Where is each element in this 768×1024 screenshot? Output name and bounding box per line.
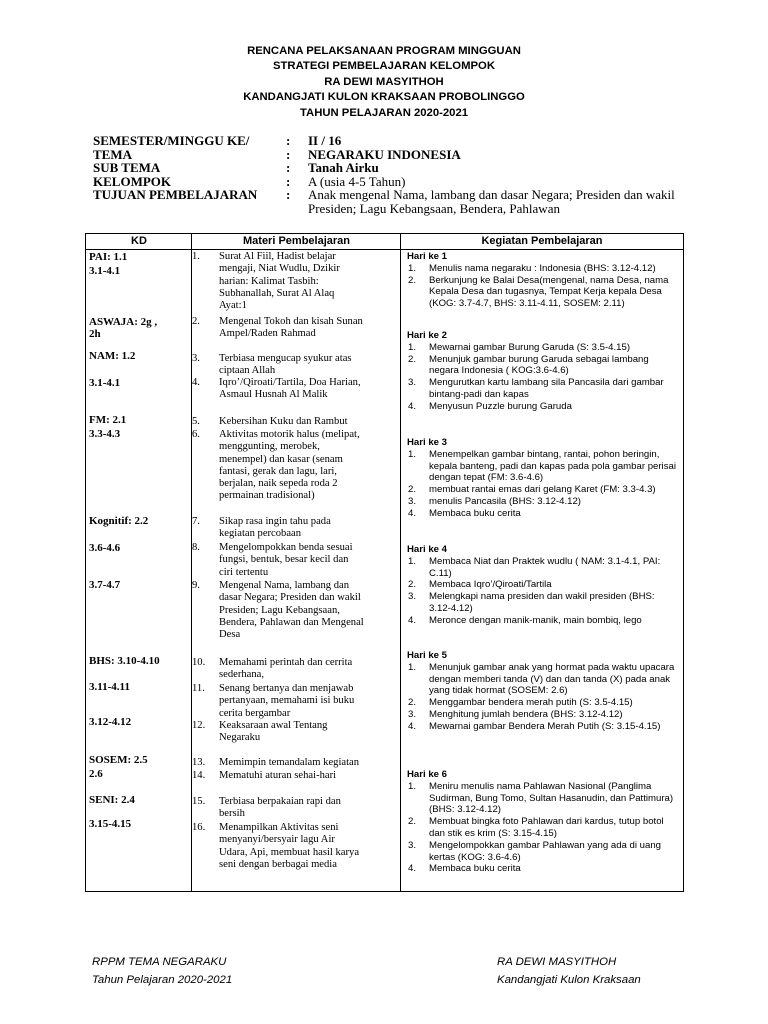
activity-item xyxy=(407,275,679,310)
materi-number: 14. xyxy=(192,770,206,781)
activity-text: Meniru menulis nama Pahlawan Nasional (Panglima Sudirman, Bung Tomo, Sultan Hasanudin, dan Pattimura) (BHS: 3.12-4.12) xyxy=(429,780,674,816)
materi-number: 1. xyxy=(192,251,200,262)
materi-number: 9. xyxy=(192,580,200,591)
materi-item xyxy=(192,316,364,341)
kd-code: 3.1-4.1 xyxy=(89,377,121,389)
kd-code: SENI: 2.4 xyxy=(89,794,135,806)
day-title: Hari ke 1 xyxy=(407,251,448,262)
activity-item xyxy=(407,863,679,875)
materi-item xyxy=(192,770,364,782)
materi-number: 6. xyxy=(192,429,200,440)
footer-year: Tahun Pelajaran 2020-2021 xyxy=(92,974,233,986)
activity-text: Meronce dengan manik-manik, main bombiq, lego xyxy=(429,614,642,626)
activity-item xyxy=(407,377,679,401)
activity-item xyxy=(407,662,679,697)
meta-colon: : xyxy=(286,146,291,162)
activity-item xyxy=(407,263,679,275)
activity-number: 1. xyxy=(408,262,417,274)
meta-subtema xyxy=(93,161,693,175)
kd-code: FM: 2.1 xyxy=(89,414,127,426)
activity-text: membuat rantai emas dari gelang Karet (FM: 3.3-4.3) xyxy=(429,484,656,496)
materi-item xyxy=(192,580,364,641)
activity-number: 1. xyxy=(408,448,417,460)
materi-text: Terbiasa mengucap syukur atas ciptaan Allah xyxy=(219,353,352,377)
materi-number: 4. xyxy=(192,377,200,388)
kd-code: 3.6-4.6 xyxy=(89,542,121,554)
header-kd: KD xyxy=(86,234,192,250)
activity-text: Menggambar bendera merah putih (S: 3.5-4.15) xyxy=(429,697,633,709)
activity-number: 2. xyxy=(408,274,417,286)
materi-item xyxy=(192,757,364,769)
materi-item xyxy=(192,416,364,428)
header-school: RA DEWI MASYITHOH xyxy=(324,75,444,88)
meta-subtema-label: SUB TEMA xyxy=(93,160,161,175)
header-title: RENCANA PELAKSANAAN PROGRAM MINGGUAN xyxy=(247,45,521,57)
footer-location: Kandangjati Kulon Kraksaan xyxy=(497,974,641,986)
footer-right xyxy=(497,953,641,989)
materi-text: Mengenal Tokoh dan kisah Sunan Ampel/Raden Rahmad xyxy=(219,316,363,340)
materi-item xyxy=(192,720,364,745)
day-title: Hari ke 4 xyxy=(407,544,448,555)
kd-code: 2.6 xyxy=(89,768,103,780)
kd-code: 3.15-4.15 xyxy=(89,818,132,830)
activity-number: 2. xyxy=(408,353,417,365)
activity-number: 3. xyxy=(408,591,417,603)
kd-code: PAI: 1.1 xyxy=(89,251,128,263)
materi-item xyxy=(192,251,364,312)
activity-text: Menyusun Puzzle burung Garuda xyxy=(429,400,572,412)
materi-text: Memimpin temandalam kegiatan xyxy=(219,757,360,768)
materi-number: 16. xyxy=(192,822,206,833)
activity-text: menulis Pancasila (BHS: 3.12-4.12) xyxy=(429,495,581,507)
kd-code: 3.12-4.12 xyxy=(89,716,132,728)
meta-semester-label: SEMESTER/MINGGU KE/ xyxy=(93,133,250,148)
activity-text: Menghitung jumlah bendera (BHS: 3.12-4.12) xyxy=(429,708,623,720)
activity-number: 1. xyxy=(408,661,417,673)
activity-text: Menempelkan gambar bintang, rantai, pohon beringin, kepala banteng, padi dan kapas pada pola gambar perisai dengan tepat (FM: 3.6-4.6) xyxy=(429,448,676,484)
activity-item xyxy=(407,816,679,840)
activity-text: Berkunjung ke Balai Desa(mengenal, nama Desa, nama Kepala Desa dan tugasnya, Tempat Kerja kepala Desa (KOG: 3.7-4.7, BHS: 3.11-4.11, SOSEM: 2.11) xyxy=(429,274,669,310)
meta-semester-value: II / 16 xyxy=(308,133,342,148)
activity-item xyxy=(407,721,679,733)
materi-number: 12. xyxy=(192,720,206,731)
activity-number: 3. xyxy=(408,377,417,389)
day-block xyxy=(407,251,679,310)
activity-number: 2. xyxy=(408,697,417,709)
meta-kelompok-label: KELOMPOK xyxy=(93,173,171,189)
materi-number: 15. xyxy=(192,796,206,807)
activity-number: 1. xyxy=(408,555,417,567)
materi-text: Menampilkan Aktivitas seni menyanyi/bersyair lagu Air Udara, Api, membuat hasil karya seni dengan berbagai media xyxy=(219,822,360,870)
activity-item xyxy=(407,342,679,354)
activity-text: Membaca Iqro’/Qiroati/Tartila xyxy=(429,579,552,591)
day-title: Hari ke 6 xyxy=(407,769,448,780)
materi-number: 7. xyxy=(192,516,200,527)
meta-tema-value: NEGARAKU INDONESIA xyxy=(308,146,461,162)
activity-text: Mengelompokkan gambar Pahlawan yang ada di uang kertas (KOG: 3.6-4.6) xyxy=(429,839,662,863)
activity-number: 4. xyxy=(408,720,417,732)
header-address: KANDANGJATI KULON KRAKSAAN PROBOLINGGO xyxy=(243,91,525,104)
meta-tema-label: TEMA xyxy=(93,146,132,162)
materi-item xyxy=(192,377,364,402)
meta-colon: : xyxy=(286,187,291,202)
day-block xyxy=(407,769,679,875)
activity-item xyxy=(407,556,679,580)
activity-item xyxy=(407,496,679,508)
materi-number: 8. xyxy=(192,542,200,553)
header-materi: Materi Pembelajaran xyxy=(192,234,401,250)
materi-number: 5. xyxy=(192,416,200,427)
materi-text: Sikap rasa ingin tahu pada kegiatan percobaan xyxy=(219,516,331,540)
activity-number: 3. xyxy=(408,839,417,851)
activity-number: 3. xyxy=(408,708,417,720)
activity-text: Menunjuk gambar anak yang hormat pada waktu upacara dengan memberi tanda (V) dan dan tanda (X) pada anak yang tidak hormat (SOSEM: 2.6) xyxy=(429,661,675,697)
meta-kelompok-value: A (usia 4-5 Tahun) xyxy=(308,173,406,189)
day-block xyxy=(407,330,679,413)
activity-item xyxy=(407,449,679,484)
materi-item xyxy=(192,796,364,821)
materi-text: Iqro’/Qiroati/Tartila, Doa Harian, Asmaul Husnah Al Malik xyxy=(219,377,361,401)
materi-item xyxy=(192,429,364,503)
day-block xyxy=(407,650,679,733)
materi-number: 13. xyxy=(192,757,206,768)
materi-text: Memahami perintah dan cerrita sederhana, xyxy=(219,657,353,681)
meta-tujuan-label: TUJUAN PEMBELAJARAN xyxy=(93,187,258,202)
activity-item xyxy=(407,709,679,721)
meta-semester xyxy=(93,134,693,148)
materi-item xyxy=(192,353,364,378)
meta-colon: : xyxy=(286,133,291,148)
activity-number: 2. xyxy=(408,816,417,828)
activity-text: Mengurutkan kartu lambang sila Pancasila dari gambar bintang-padi dan kapas xyxy=(429,377,664,400)
activity-text: Menulis nama negaraku : Indonesia (BHS: 3.12-4.12) xyxy=(429,262,656,274)
activity-item xyxy=(407,697,679,709)
materi-text: Mengelompokkan benda sesuai fungsi, bentuk, besar kecil dan ciri tertentu xyxy=(219,542,353,578)
materi-number: 2. xyxy=(192,316,200,327)
activity-number: 1. xyxy=(408,780,417,792)
materi-number: 11. xyxy=(192,683,205,694)
kd-code: SOSEM: 2.5 xyxy=(89,754,148,766)
activity-text: Menunjuk gambar burung Garuda sebagai lambang negara Indonesia ( KOG:3.6-4.6) xyxy=(429,353,649,377)
activity-item xyxy=(407,579,679,591)
activity-item xyxy=(407,591,679,615)
lesson-plan-table xyxy=(85,233,684,892)
materi-text: Aktivitas motorik halus (melipat, menggunting, merobek, menempel) dan kasar (senam fantasi, gerak dan lagu, lari, berjalan, naik sepeda roda 2 permainan tradisional) xyxy=(219,429,360,502)
activity-number: 4. xyxy=(408,614,417,626)
activity-number: 1. xyxy=(408,341,417,353)
activity-number: 4. xyxy=(408,863,417,875)
meta-colon: : xyxy=(286,160,291,175)
materi-item xyxy=(192,683,364,720)
activity-text: Mewarnai gambar Bendera Merah Putih (S: 3.15-4.15) xyxy=(429,720,661,732)
meta-subtema-value: Tanah Airku xyxy=(308,160,379,175)
materi-text: Keaksaraan awal Tentang Negaraku xyxy=(219,720,328,744)
kd-code: ASWAJA: 2g , xyxy=(89,316,158,328)
header-subtitle: STRATEGI PEMBELAJARAN KELOMPOK xyxy=(273,60,495,73)
day-title: Hari ke 5 xyxy=(407,650,448,661)
materi-text: Mematuhi aturan sehai-hari xyxy=(219,770,337,781)
activity-item xyxy=(407,781,679,816)
activity-item xyxy=(407,615,679,627)
activity-text: Melengkapi nama presiden dan wakil presiden (BHS: 3.12-4.12) xyxy=(429,591,655,614)
day-block xyxy=(407,544,679,627)
activity-text: Mewarnai gambar Burung Garuda (S: 3.5-4.15) xyxy=(429,341,631,353)
activity-text: Membaca buku cerita xyxy=(429,863,521,875)
day-title: Hari ke 2 xyxy=(407,330,448,341)
kd-code: 3.11-4.11 xyxy=(89,681,130,693)
materi-text: Kebersihan Kuku dan Rambut xyxy=(219,416,348,427)
kd-code: 3.1-4.1 xyxy=(89,265,121,277)
day-title: Hari ke 3 xyxy=(407,437,448,448)
header-year: TAHUN PELAJARAN 2020-2021 xyxy=(299,106,469,119)
materi-item xyxy=(192,822,364,871)
activity-number: 2. xyxy=(408,579,417,591)
materi-number: 10. xyxy=(192,657,206,668)
kd-code: 3.7-4.7 xyxy=(89,579,121,591)
materi-number: 3. xyxy=(192,353,200,364)
activity-text: Membaca Niat dan Praktek wudlu ( NAM: 3.1-4.1, PAI: C.11) xyxy=(429,555,661,579)
kd-code: BHS: 3.10-4.10 xyxy=(89,655,160,667)
kd-code: 2h xyxy=(89,328,101,340)
materi-text: Senang bertanya dan menjawab pertanyaan, memahami isi buku cerita bergambar xyxy=(219,683,355,719)
activity-item xyxy=(407,354,679,378)
materi-item xyxy=(192,516,364,541)
activity-item xyxy=(407,401,679,413)
meta-kelompok xyxy=(93,175,693,189)
footer-theme: RPPM TEMA NEGARAKU xyxy=(92,956,227,968)
meta-tujuan-value: Anak mengenal Nama, lambang dan dasar Negara; Presiden dan wakil Presiden; Lagu Kebangsaan, Bendera, Pahlawan xyxy=(308,187,675,216)
header-kegiatan: Kegiatan Pembelajaran xyxy=(401,234,683,250)
footer-left xyxy=(92,953,232,989)
activity-number: 2. xyxy=(408,484,417,496)
meta-tujuan xyxy=(93,188,693,215)
materi-text: Mengenal Nama, lambang dan dasar Negara; Presiden dan wakil Presiden; Lagu Kebangsaan, Bendera, Pahlawan dan Mengenal Desa xyxy=(219,580,364,641)
activity-text: Membaca buku cerita xyxy=(429,507,521,519)
activity-number: 4. xyxy=(408,400,417,412)
column-divider xyxy=(400,234,401,891)
activity-number: 3. xyxy=(408,495,417,507)
materi-item xyxy=(192,657,364,682)
activity-item xyxy=(407,484,679,496)
meta-colon: : xyxy=(286,173,291,189)
document-meta xyxy=(93,134,693,215)
activity-text: Membuat bingka foto Pahlawan dari kardus, tutup botol dan stik es krim (S: 3.15-4.15) xyxy=(429,816,664,839)
meta-tema xyxy=(93,148,693,162)
materi-text: Surat Al Fiil, Hadist belajar mengaji, Niat Wudlu, Dzikir harian: Kalimat Tasbih: Subhanallah, Surat Al Alaq Ayat:1 xyxy=(219,251,340,312)
kd-code: Kognitif: 2.2 xyxy=(89,515,149,527)
materi-text: Terbiasa berpakaian rapi dan bersih xyxy=(219,796,341,820)
footer-school: RA DEWI MASYITHOH xyxy=(497,956,617,968)
activity-number: 4. xyxy=(408,507,417,519)
document-header xyxy=(0,44,768,121)
materi-item xyxy=(192,542,364,579)
kd-code: 3.3-4.3 xyxy=(89,428,121,440)
day-block xyxy=(407,437,679,520)
activity-item xyxy=(407,508,679,520)
activity-item xyxy=(407,840,679,864)
kd-code: NAM: 1.2 xyxy=(89,350,136,362)
